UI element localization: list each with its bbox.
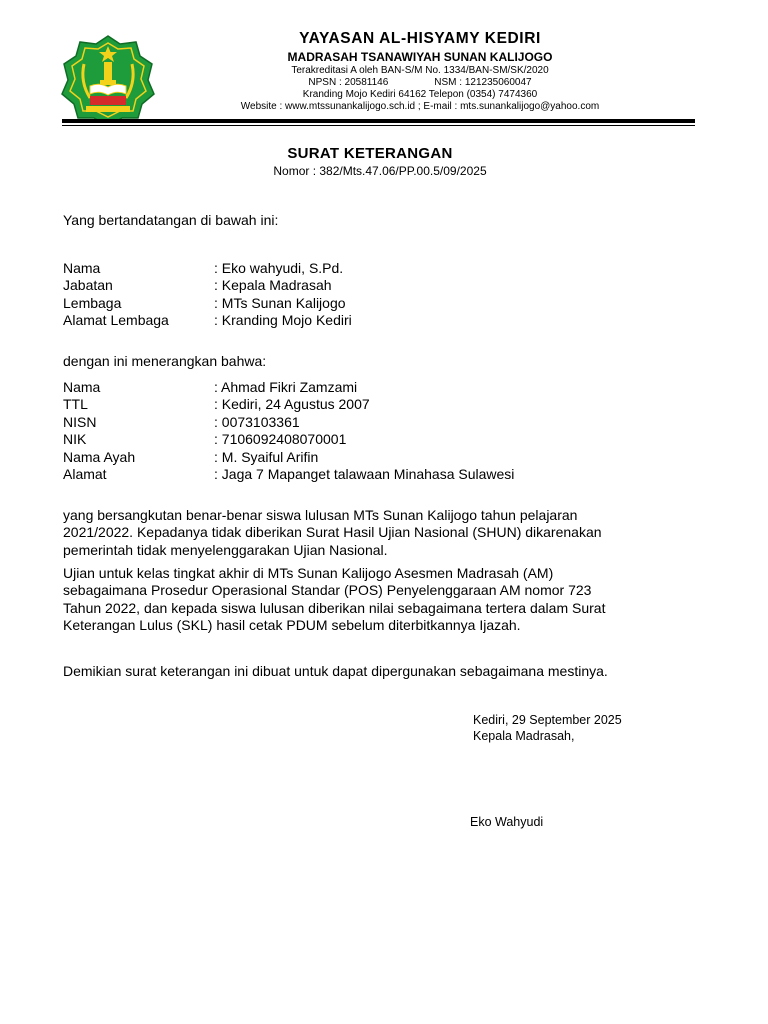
detail-label: Alamat bbox=[63, 465, 107, 482]
paragraph-line: 2021/2022. Kepadanya tidak diberikan Surat Hasil Ujian Nasional (SHUN) dikarenakan bbox=[63, 524, 602, 541]
detail-label: TTL bbox=[63, 396, 88, 413]
paragraph-line: Keterangan Lulus (SKL) hasil cetak PDUM sebelum diterbitkannya Ijazah. bbox=[63, 616, 521, 633]
paragraph-line: pemerintah tidak menyelenggarakan Ujian Nasional. bbox=[63, 541, 388, 558]
detail-value: : Jaga 7 Mapanget talawaan Minahasa Sulawesi bbox=[214, 465, 515, 482]
detail-label: Alamat Lembaga bbox=[63, 312, 169, 329]
detail-value: : Kepala Madrasah bbox=[214, 277, 332, 294]
graduation-paragraph bbox=[63, 507, 663, 559]
school-contact: Website : www.mtssunankalijogo.sch.id ; E-mail : mts.sunankalijogo@yahoo.com bbox=[240, 101, 600, 112]
signer-position: Kepala Madrasah, bbox=[473, 729, 575, 743]
detail-label: Nama bbox=[63, 379, 101, 395]
nsm-number: NSM : 121235060047 bbox=[434, 77, 532, 88]
detail-value: : 7106092408070001 bbox=[214, 431, 347, 448]
document-title: SURAT KETERANGAN bbox=[287, 145, 453, 162]
npsn-number: NPSN : 20581146 bbox=[308, 77, 389, 88]
paragraph-line: Ujian untuk kelas tingkat akhir di MTs Sunan Kalijogo Asesmen Madrasah (AM) bbox=[63, 565, 554, 581]
accreditation-line: Terakreditasi A oleh BAN-S/M No. 1334/BAN-SM/SK/2020 bbox=[291, 65, 549, 76]
document-number: Nomor : 382/Mts.47.06/PP.00.5/09/2025 bbox=[273, 164, 487, 178]
closing-text: Demikian surat keterangan ini dibuat untuk dapat dipergunakan sebagaimana mestinya. bbox=[63, 663, 608, 679]
school-address: Kranding Mojo Kediri 64162 Telepon (0354) 7474360 bbox=[302, 89, 538, 100]
school-emblem-logo bbox=[60, 34, 156, 122]
detail-label: Nama Ayah bbox=[63, 448, 136, 465]
foundation-name: YAYASAN AL-HISYAMY KEDIRI bbox=[299, 30, 541, 47]
signer-name: Eko Wahyudi bbox=[470, 815, 544, 829]
intro-text: Yang bertandatangan di bawah ini: bbox=[63, 212, 279, 228]
detail-value: : MTs Sunan Kalijogo bbox=[214, 294, 346, 311]
registration-line bbox=[200, 77, 640, 88]
place-date: Kediri, 29 September 2025 bbox=[473, 713, 622, 727]
detail-label: Nama bbox=[63, 260, 101, 276]
statement-text: dengan ini menerangkan bahwa: bbox=[63, 353, 267, 369]
paragraph-line: Tahun 2022, dan kepada siswa lulusan diberikan nilai sebagaimana tertera dalam Surat bbox=[63, 599, 606, 616]
letterhead-thin-rule bbox=[62, 125, 695, 126]
school-name: MADRASAH TSANAWIYAH SUNAN KALIJOGO bbox=[287, 50, 553, 64]
paragraph-line: yang bersangkutan benar-benar siswa lulusan MTs Sunan Kalijogo tahun pelajaran bbox=[63, 507, 578, 523]
detail-value: : M. Syaiful Arifin bbox=[214, 448, 319, 465]
detail-value: : Ahmad Fikri Zamzami bbox=[214, 379, 358, 395]
assessment-paragraph bbox=[63, 565, 663, 634]
detail-value: : 0073103361 bbox=[214, 413, 300, 430]
detail-value: : Kranding Mojo Kediri bbox=[214, 312, 352, 329]
detail-value: : Eko wahyudi, S.Pd. bbox=[214, 260, 344, 276]
paragraph-line: sebagaimana Prosedur Operasional Standar (POS) Penyelenggaraan AM nomor 723 bbox=[63, 582, 592, 599]
detail-label: Jabatan bbox=[63, 277, 113, 294]
detail-label: NISN bbox=[63, 413, 97, 430]
letterhead-thick-rule bbox=[62, 119, 695, 123]
detail-value: : Kediri, 24 Agustus 2007 bbox=[214, 396, 370, 413]
detail-label: Lembaga bbox=[63, 294, 122, 311]
detail-label: NIK bbox=[63, 431, 87, 448]
